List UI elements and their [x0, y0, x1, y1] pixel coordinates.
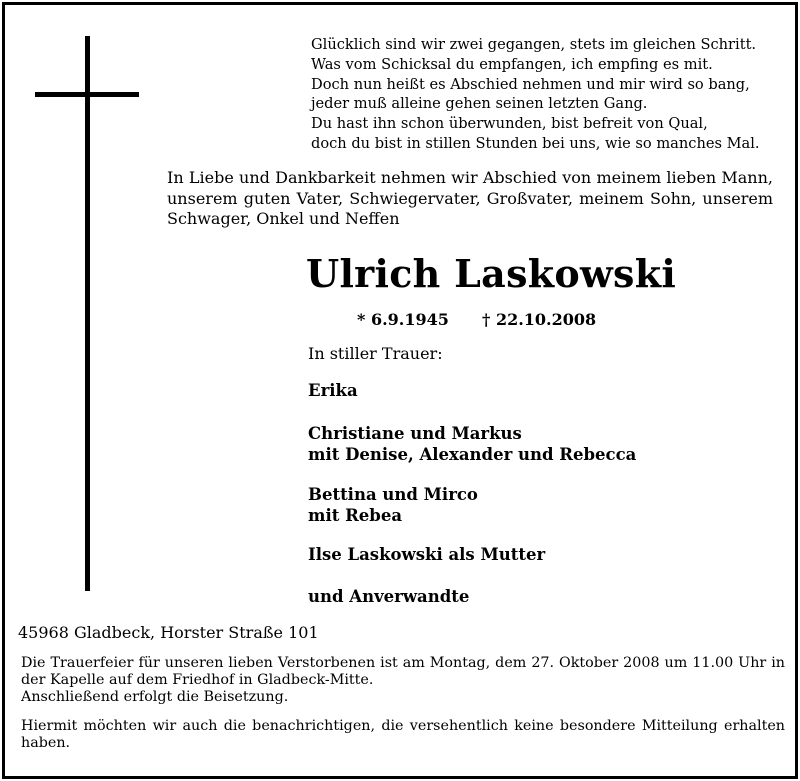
funeral-info-text: Die Trauerfeier für unseren lieben Verstorbenen ist am Montag, dem 27. Oktober 2008 um 11.00 Uhr in der Kapelle auf dem Friedhof in Gladbeck-Mitte.	[21, 655, 785, 688]
mourner-christiane-children: mit Denise, Alexander und Rebecca	[308, 445, 637, 464]
poem-line: doch du bist in stillen Stunden bei uns, wie so manches Mal.	[311, 134, 760, 152]
birth-date: * 6.9.1945	[357, 310, 449, 329]
burial-info-text: Anschließend erfolgt die Beisetzung.	[21, 688, 289, 705]
poem-line: Glücklich sind wir zwei gegangen, stets im gleichen Schritt.	[311, 36, 757, 53]
poem-line: jeder muß alleine gehen seinen letzten Gang.	[311, 95, 648, 113]
address: 45968 Gladbeck, Horster Straße 101	[18, 623, 319, 642]
funeral-info	[21, 655, 785, 705]
intro-text: In Liebe und Dankbarkeit nehmen wir Abschied von meinem lieben Mann, unserem guten Vater, Schwiegervater, Großvater, meinem Sohn, unserem Schwager, Onkel und Neffen	[167, 168, 773, 228]
mourner-bettina-children: mit Rebea	[308, 506, 403, 525]
notice-text: Hiermit möchten wir auch die benachrichtigen, die versehentlich keine besondere Mitteilung erhalten haben.	[21, 718, 785, 751]
poem-line: Doch nun heißt es Abschied nehmen und mir wird so bang,	[311, 75, 750, 93]
mourner-relatives: und Anverwandte	[308, 587, 470, 606]
death-date: † 22.10.2008	[482, 310, 597, 329]
cross-icon-crossbar	[35, 92, 139, 97]
mourner-erika: Erika	[308, 381, 358, 400]
mourning-label: In stiller Trauer:	[308, 344, 443, 363]
mourner-christiane: Christiane und Markus	[308, 424, 522, 443]
poem-line: Du hast ihn schon überwunden, bist befreit von Qual,	[311, 115, 708, 133]
poem-line: Was vom Schicksal du empfangen, ich empfing es mit.	[311, 55, 713, 73]
poem	[311, 35, 760, 154]
mourner-bettina: Bettina und Mirco	[308, 485, 478, 504]
mourner-ilse: Ilse Laskowski als Mutter	[308, 545, 546, 564]
cross-icon	[85, 36, 90, 591]
deceased-name: Ulrich Laskowski	[306, 251, 677, 296]
